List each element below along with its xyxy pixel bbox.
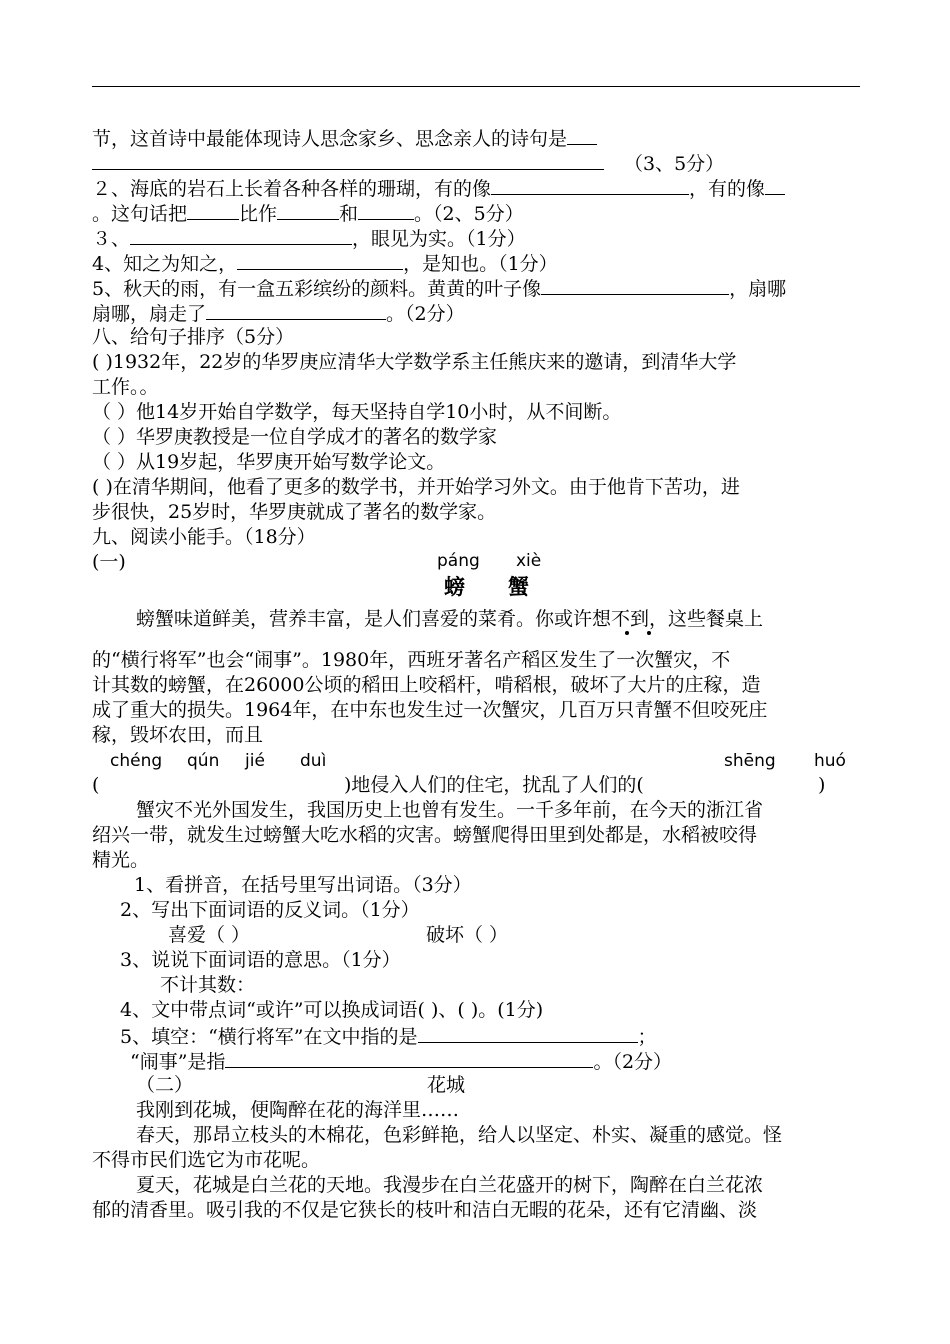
part1-label: (一)	[92, 551, 126, 573]
passage-title: 蟹	[508, 574, 529, 599]
passage-line: 螃蟹味道鲜美，营养丰富，是人们喜爱的菜肴。你或许想不到，这些餐桌上	[136, 608, 764, 630]
passage-line: 稼，毁坏农田，而且	[92, 724, 264, 746]
order-item-cont: 步很快，25岁时，华罗庚就成了著名的数学家。	[92, 501, 497, 523]
bracket-line-text: )地侵入人们的住宅，扰乱了人们的(	[344, 774, 644, 796]
answer-blank[interactable]	[358, 200, 414, 220]
order-item: （ ）从19岁起，华罗庚开始写数学论文。	[92, 451, 446, 473]
passage-line: 郁的清香里。吸引我的不仅是它狭长的枝叶和洁白无暇的花朵，还有它清幽、淡	[92, 1199, 758, 1221]
q2-text: 。这句话把	[92, 203, 188, 225]
passage-line: 不得市民们选它为市花呢。	[92, 1149, 321, 1171]
q2-text: ，有的像	[689, 178, 766, 200]
question-line: 4、文中带点词“或许”可以换成词语( )、( )。(1分)	[120, 999, 544, 1021]
pinyin-prompt: jié	[245, 751, 265, 771]
q2-line-2	[92, 200, 524, 226]
answer-blank[interactable]	[418, 1023, 638, 1043]
passage-line: 成了重大的损失。1964年，在中东也发生过一次蟹灾，几百万只青蟹不但咬死庄	[92, 699, 768, 721]
passage-line: 精光。	[92, 849, 150, 871]
q3-line	[92, 225, 526, 251]
poem-question-text: 节，这首诗中最能体现诗人思念家乡、思念亲人的诗句是	[92, 128, 568, 150]
order-item: （ ）他14岁开始自学数学，每天坚持自学10小时，从不间断。	[92, 401, 622, 423]
antonym-item: 破坏（ ）	[426, 924, 509, 946]
answer-blank[interactable]	[92, 150, 604, 170]
passage-line: 我刚到花城，便陶醉在花的海洋里……	[136, 1099, 460, 1121]
poem-line	[92, 125, 597, 151]
q3-text: ，眼见为实。（1分）	[352, 228, 526, 250]
passage-line: 绍兴一带，就发生过螃蟹大吃水稻的灾害。螃蟹爬得田里到处都是，水稻被咬得	[92, 824, 758, 846]
order-item: （ ）华罗庚教授是一位自学成才的著名的数学家	[92, 426, 498, 448]
bracket-open: (	[92, 774, 100, 796]
question-line: 2、写出下面词语的反义词。（1分）	[120, 899, 420, 921]
meaning-item: 不计其数：	[160, 974, 256, 996]
antonym-item: 喜爱（ ）	[168, 924, 251, 946]
pinyin-prompt: chéng	[110, 751, 163, 771]
emphasis-dot	[647, 631, 651, 635]
question-line	[120, 1023, 657, 1049]
answer-blank[interactable]	[541, 275, 729, 295]
passage-line: 春天，那昂立枝头的木棉花，色彩鲜艳，给人以坚定、朴实、凝重的感觉。怪	[136, 1124, 783, 1146]
answer-blank[interactable]	[130, 225, 352, 245]
order-item: ( )1932年，22岁的华罗庚应清华大学数学系主任熊庆来的邀请，到清华大学	[92, 351, 737, 373]
answer-blank[interactable]	[206, 300, 386, 320]
question-line	[130, 1048, 672, 1074]
q4-text: ，是知也。（1分）	[403, 253, 558, 275]
section8-heading: 八、给句子排序（5分）	[92, 326, 295, 348]
q5-text: 。（2分）	[386, 303, 465, 325]
question-line: 3、说说下面词语的意思。（1分）	[120, 949, 401, 971]
q5-text: ，扇哪	[729, 278, 787, 300]
bracket-close: )	[818, 774, 826, 796]
q4-line	[92, 250, 558, 276]
q5-text: 。（2分）	[593, 1051, 673, 1073]
answer-blank[interactable]	[187, 200, 239, 220]
part2-title: 花城	[427, 1074, 466, 1096]
poem-line-2	[92, 150, 724, 176]
question-line: 1、看拼音，在括号里写出词语。（3分）	[134, 874, 472, 896]
passage-line: 蟹灾不光外国发生，我国历史上也曾有发生。一千多年前，在今天的浙江省	[136, 799, 764, 821]
answer-blank[interactable]	[765, 175, 785, 195]
q5-text: ；	[637, 1026, 657, 1048]
answer-blank[interactable]	[225, 1048, 593, 1068]
pinyin-prompt: qún	[187, 751, 220, 771]
answer-blank[interactable]	[567, 125, 597, 145]
title-pinyin: páng	[437, 551, 480, 571]
q2-line-1	[92, 175, 785, 201]
pinyin-prompt: duì	[300, 751, 327, 771]
passage-title: 螃	[444, 574, 465, 599]
q5-line-2	[92, 300, 465, 326]
passage-line: 夏天，花城是白兰花的天地。我漫步在白兰花盛开的树下，陶醉在白兰花浓	[136, 1174, 764, 1196]
passage-line: 的“横行将军”也会“闹事”。1980年，西班牙著名产稻区发生了一次蟹灾，不	[92, 649, 731, 671]
part2-label: （二）	[136, 1074, 194, 1096]
q5-text: 5、填空：“横行将军”在文中指的是	[120, 1026, 418, 1048]
passage-line: 计其数的螃蟹，在26000公顷的稻田上咬稻杆，啃稻根，破坏了大片的庄稼，造	[92, 674, 761, 696]
q5-text: “闹事”是指	[130, 1051, 226, 1073]
q2-text: ２、海底的岩石上长着各种各样的珊瑚，有的像	[92, 178, 492, 200]
answer-blank[interactable]	[491, 175, 689, 195]
score-label: （3、5分）	[624, 153, 725, 175]
section9-heading: 九、阅读小能手。（18分）	[92, 526, 316, 548]
title-pinyin: xiè	[516, 551, 542, 571]
q5-text: 扇哪，扇走了	[92, 303, 207, 325]
emphasis-dot	[625, 631, 629, 635]
answer-blank[interactable]	[237, 250, 403, 270]
q4-text: 4、知之为知之，	[92, 253, 238, 275]
q5-text: 5、秋天的雨，有一盒五彩缤纷的颜料。黄黄的叶子像	[92, 278, 542, 300]
q5-line-1	[92, 275, 786, 301]
pinyin-prompt: huó	[814, 751, 846, 771]
order-item: ( )在清华期间，他看了更多的数学书，并开始学习外文。由于他肯下苦功，进	[92, 476, 740, 498]
header-rule	[92, 86, 860, 87]
q3-text: ３、	[92, 228, 131, 250]
pinyin-prompt: shēng	[724, 751, 776, 771]
q2-text: 。（2、5分）	[414, 203, 524, 225]
q2-text: 和	[339, 203, 359, 225]
order-item-cont: 工作。。	[92, 376, 159, 398]
q2-text: 比作	[239, 203, 278, 225]
answer-blank[interactable]	[277, 200, 339, 220]
